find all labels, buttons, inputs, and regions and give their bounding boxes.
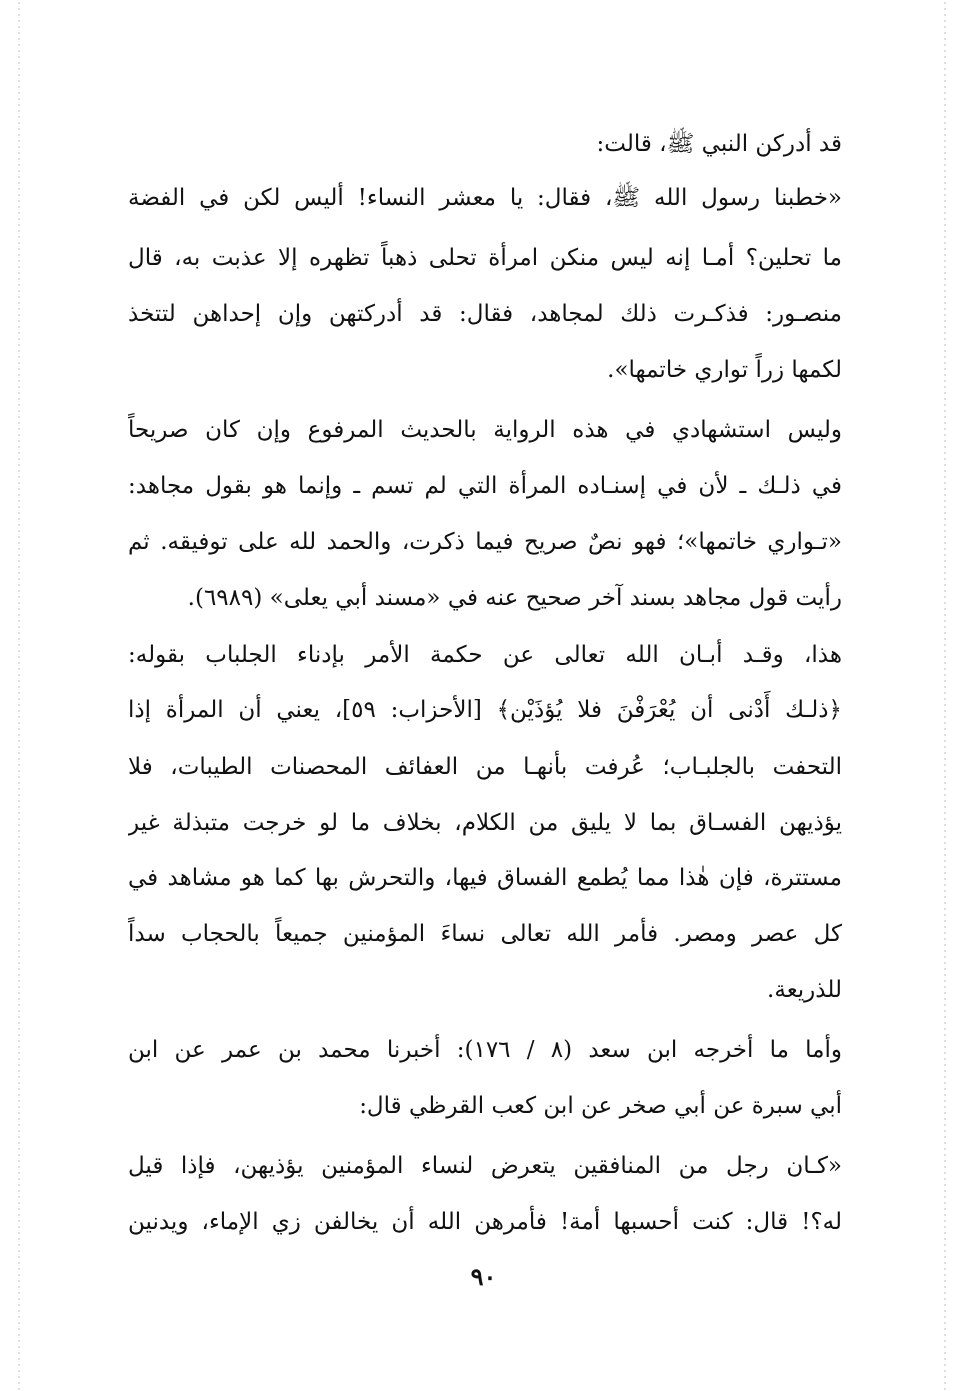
text-line: «تـواري خاتمها»؛ فهو نصٌ صريح فيما ذكرت، والحمد لله على توفيقه. ثم: [128, 529, 842, 555]
text-line: في ذلـك ـ لأن في إسنـاده المرأة التي لم تسم ـ وإنما هو بقول مجاهد:: [128, 473, 842, 499]
text-line: له؟! قال: كنت أحسبها أمة! فأمرهن الله أن يخالفن زي الإماء، ويدنين: [128, 1209, 842, 1235]
text-line: ﴿ذلـك أَدْنى أن يُعْرَفْنَ فلا يُؤذَيْن﴾ [الأحزاب: ٥٩]، يعني أن المرأة إذا: [128, 697, 842, 723]
text-line: قد أدركن النبي ﷺ، قالت:: [596, 131, 842, 157]
text-line: وليس استشهادي في هذه الرواية بالحديث المرفوع وإن كان صريحاً: [128, 417, 842, 443]
scan-edge-left: [18, 0, 20, 1391]
text-line: يؤذيهن الفسـاق بما لا يليق من الكلام، بخلاف ما لو خرجت متبذلة غير: [128, 810, 842, 836]
text-line: مستترة، فإن هٰذا مما يُطمع الفساق فيها، والتحرش بها كما هو مشاهد في: [128, 865, 842, 891]
text-line: ما تحلين؟ أمـا إنه ليس منكن امرأة تحلى ذهباً تظهره إلا عذبت به، قال: [128, 245, 842, 271]
text-line: هذا، وقـد أبـان الله تعالى عن حكمة الأمر بإدناء الجلباب بقوله:: [128, 642, 842, 668]
body-text: [128, 0, 842, 1391]
text-line: كل عصر ومصر. فأمر الله تعالى نساءَ المؤمنين جميعاً بالحجاب سداً: [128, 921, 842, 947]
text-line: أبي سبرة عن أبي صخر عن ابن كعب القرظي قال:: [359, 1093, 842, 1119]
text-line: رأيت قول مجاهد بسند آخر صحيح عنه في «مسند أبي يعلى» (٦٩٨٩).: [187, 585, 842, 611]
text-line: لكمها زراً تواري خاتمها».: [607, 357, 842, 383]
text-line: للذريعة.: [767, 977, 842, 1003]
text-line: «خطبنا رسول الله ﷺ، فقال: يا معشر النساء! أليس لكن في الفضة: [128, 185, 842, 211]
text-line: التحفت بالجلبـاب؛ عُرفت بأنهـا من العفائف المحصنات الطيبات، فلا: [128, 754, 842, 780]
page-number: ٩٠: [470, 1262, 497, 1291]
text-line: منصـور: فذكـرت ذلك لمجاهد، فقال: قد أدركتهن وإن إحداهن لتتخذ: [128, 301, 842, 327]
text-line: «كـان رجل من المنافقين يتعرض لنساء المؤمنين يؤذيهن، فإذا قيل: [128, 1153, 842, 1179]
scan-edge-right: [944, 0, 946, 1391]
text-line: وأما ما أخرجه ابن سعد (٨ / ١٧٦): أخبرنا محمد بن عمر عن ابن: [128, 1037, 842, 1063]
